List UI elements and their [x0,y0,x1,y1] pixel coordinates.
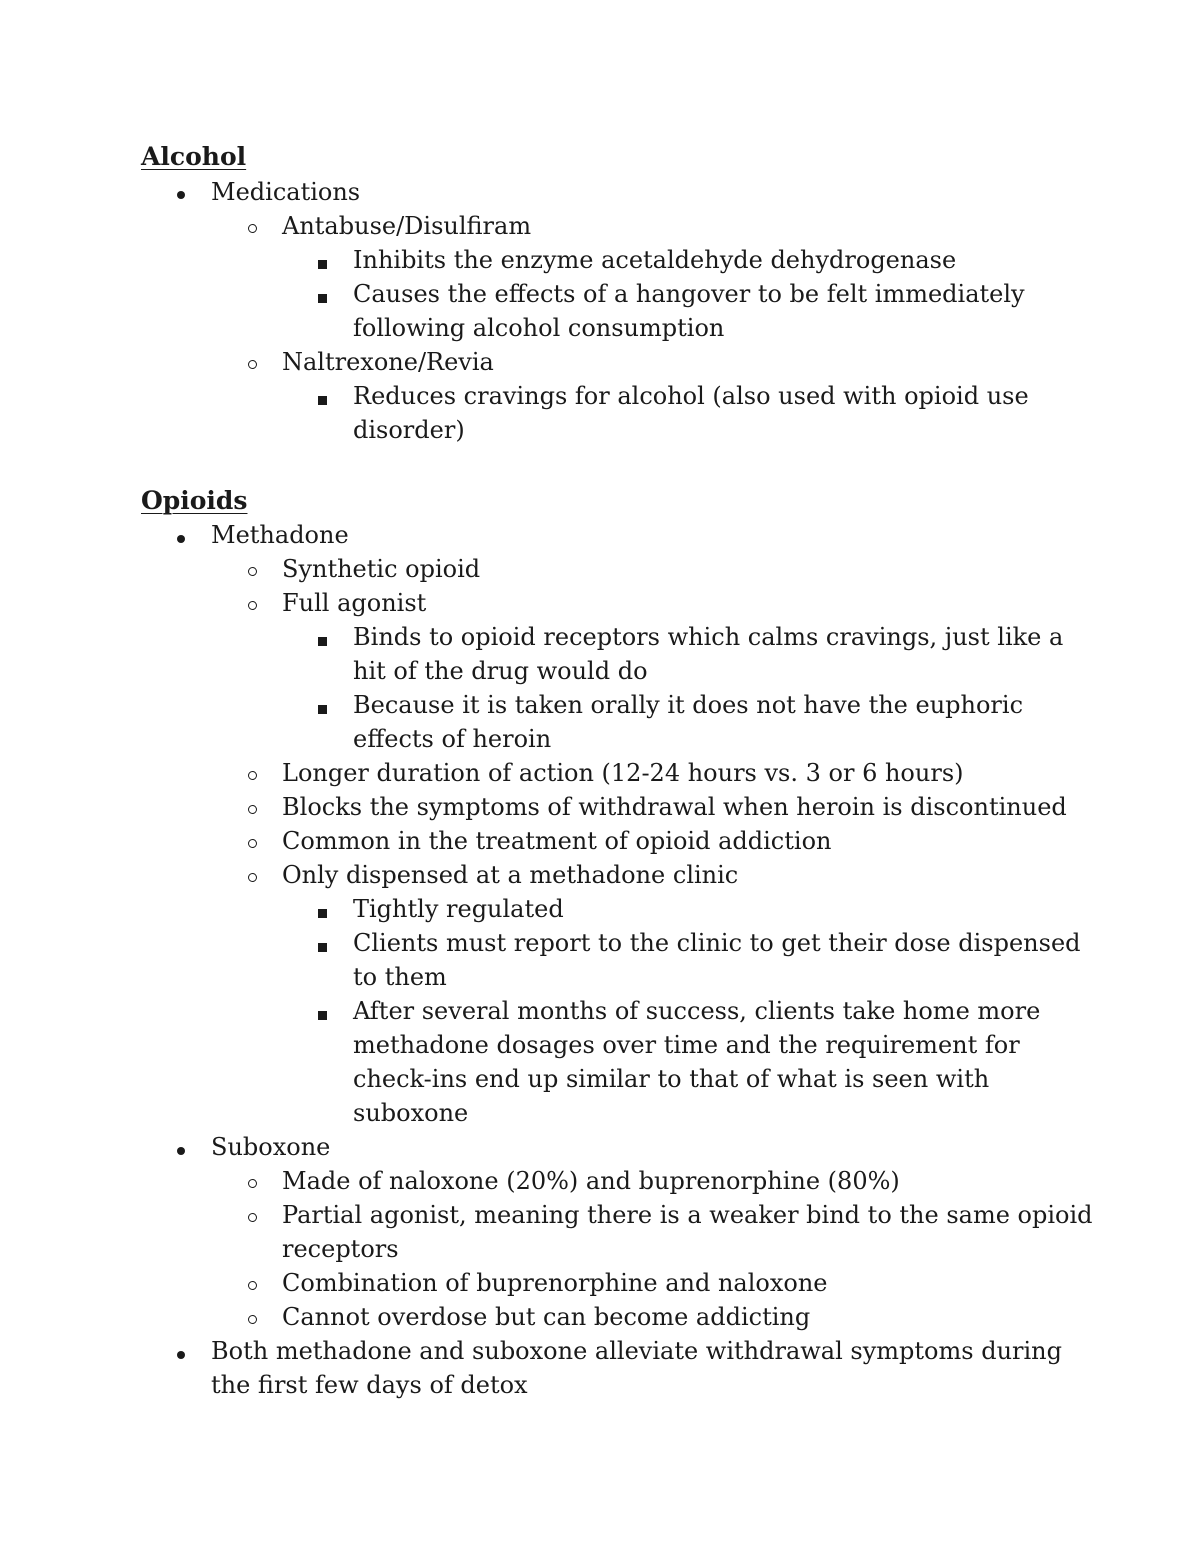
list-item-naltrexone-point1-line1: Reduces cravings for alcohol (also used with opioid use [353,382,1029,410]
bullet-circle-icon [248,873,257,882]
list-item-clinic-point3-line2: methadone dosages over time and the requirement for [353,1031,1020,1059]
bullet-square-icon [318,396,327,405]
bullet-circle-icon [248,360,257,369]
bullet-circle-icon [248,805,257,814]
list-item-cannot-overdose: Cannot overdose but can become addicting [282,1303,811,1331]
bullet-square-icon [318,1011,327,1020]
list-item-full-agonist-point2-line1: Because it is taken orally it does not have the euphoric [353,691,1024,719]
bullet-dot-icon [177,535,185,543]
list-item-both-line1: Both methadone and suboxone alleviate withdrawal symptoms during [211,1337,1062,1365]
bullet-square-icon [318,705,327,714]
list-item-clinic-point3-line1: After several months of success, clients take home more [353,997,1041,1025]
bullet-circle-icon [248,771,257,780]
bullet-dot-icon [177,191,185,199]
list-item-full-agonist-point1-line1: Binds to opioid receptors which calms cravings, just like a [353,623,1064,651]
list-item-naltrexone: Naltrexone/Revia [282,348,494,376]
bullet-circle-icon [248,224,257,233]
list-item-antabuse-point2-line2: following alcohol consumption [353,314,725,342]
list-item-synthetic-opioid: Synthetic opioid [282,555,481,583]
list-item-antabuse-point2-line1: Causes the effects of a hangover to be felt immediately [353,280,1025,308]
list-item-made-of: Made of naloxone (20%) and buprenorphine (80%) [282,1167,900,1195]
list-item-both-line2: the first few days of detox [211,1371,528,1399]
list-item-common-treatment: Common in the treatment of opioid addiction [282,827,832,855]
list-item-medications: Medications [211,178,361,206]
bullet-square-icon [318,943,327,952]
bullet-circle-icon [248,567,257,576]
bullet-circle-icon [248,1315,257,1324]
list-item-clinic-point3-line4: suboxone [353,1099,469,1127]
bullet-square-icon [318,637,327,646]
list-item-clinic-point2-line2: to them [353,963,447,991]
list-item-longer-duration: Longer duration of action (12-24 hours vs. 3 or 6 hours) [282,759,964,787]
list-item-partial-agonist-line1: Partial agonist, meaning there is a weaker bind to the same opioid [282,1201,1093,1229]
list-item-antabuse-point1: Inhibits the enzyme acetaldehyde dehydrogenase [353,246,957,274]
list-item-full-agonist-point1-line2: hit of the drug would do [353,657,648,685]
list-item-clinic-point1: Tightly regulated [353,895,564,923]
list-item-suboxone: Suboxone [211,1133,331,1161]
list-item-full-agonist-point2-line2: effects of heroin [353,725,552,753]
section-heading-alcohol: Alcohol [141,142,247,171]
list-item-methadone: Methadone [211,521,349,549]
bullet-circle-icon [248,1213,257,1222]
list-item-combination: Combination of buprenorphine and naloxone [282,1269,828,1297]
list-item-partial-agonist-line2: receptors [282,1235,399,1263]
section-heading-opioids: Opioids [141,486,248,515]
bullet-circle-icon [248,601,257,610]
bullet-dot-icon [177,1351,185,1359]
bullet-circle-icon [248,839,257,848]
list-item-antabuse: Antabuse/Disulfiram [282,212,532,240]
list-item-clinic-point2-line1: Clients must report to the clinic to get their dose dispensed [353,929,1081,957]
bullet-square-icon [318,909,327,918]
list-item-clinic-point3-line3: check-ins end up similar to that of what is seen with [353,1065,990,1093]
bullet-dot-icon [177,1147,185,1155]
list-item-clinic: Only dispensed at a methadone clinic [282,861,739,889]
list-item-naltrexone-point1-line2: disorder) [353,416,465,444]
bullet-square-icon [318,260,327,269]
bullet-circle-icon [248,1281,257,1290]
bullet-circle-icon [248,1179,257,1188]
list-item-full-agonist: Full agonist [282,589,427,617]
list-item-blocks-symptoms: Blocks the symptoms of withdrawal when heroin is discontinued [282,793,1067,821]
bullet-square-icon [318,294,327,303]
